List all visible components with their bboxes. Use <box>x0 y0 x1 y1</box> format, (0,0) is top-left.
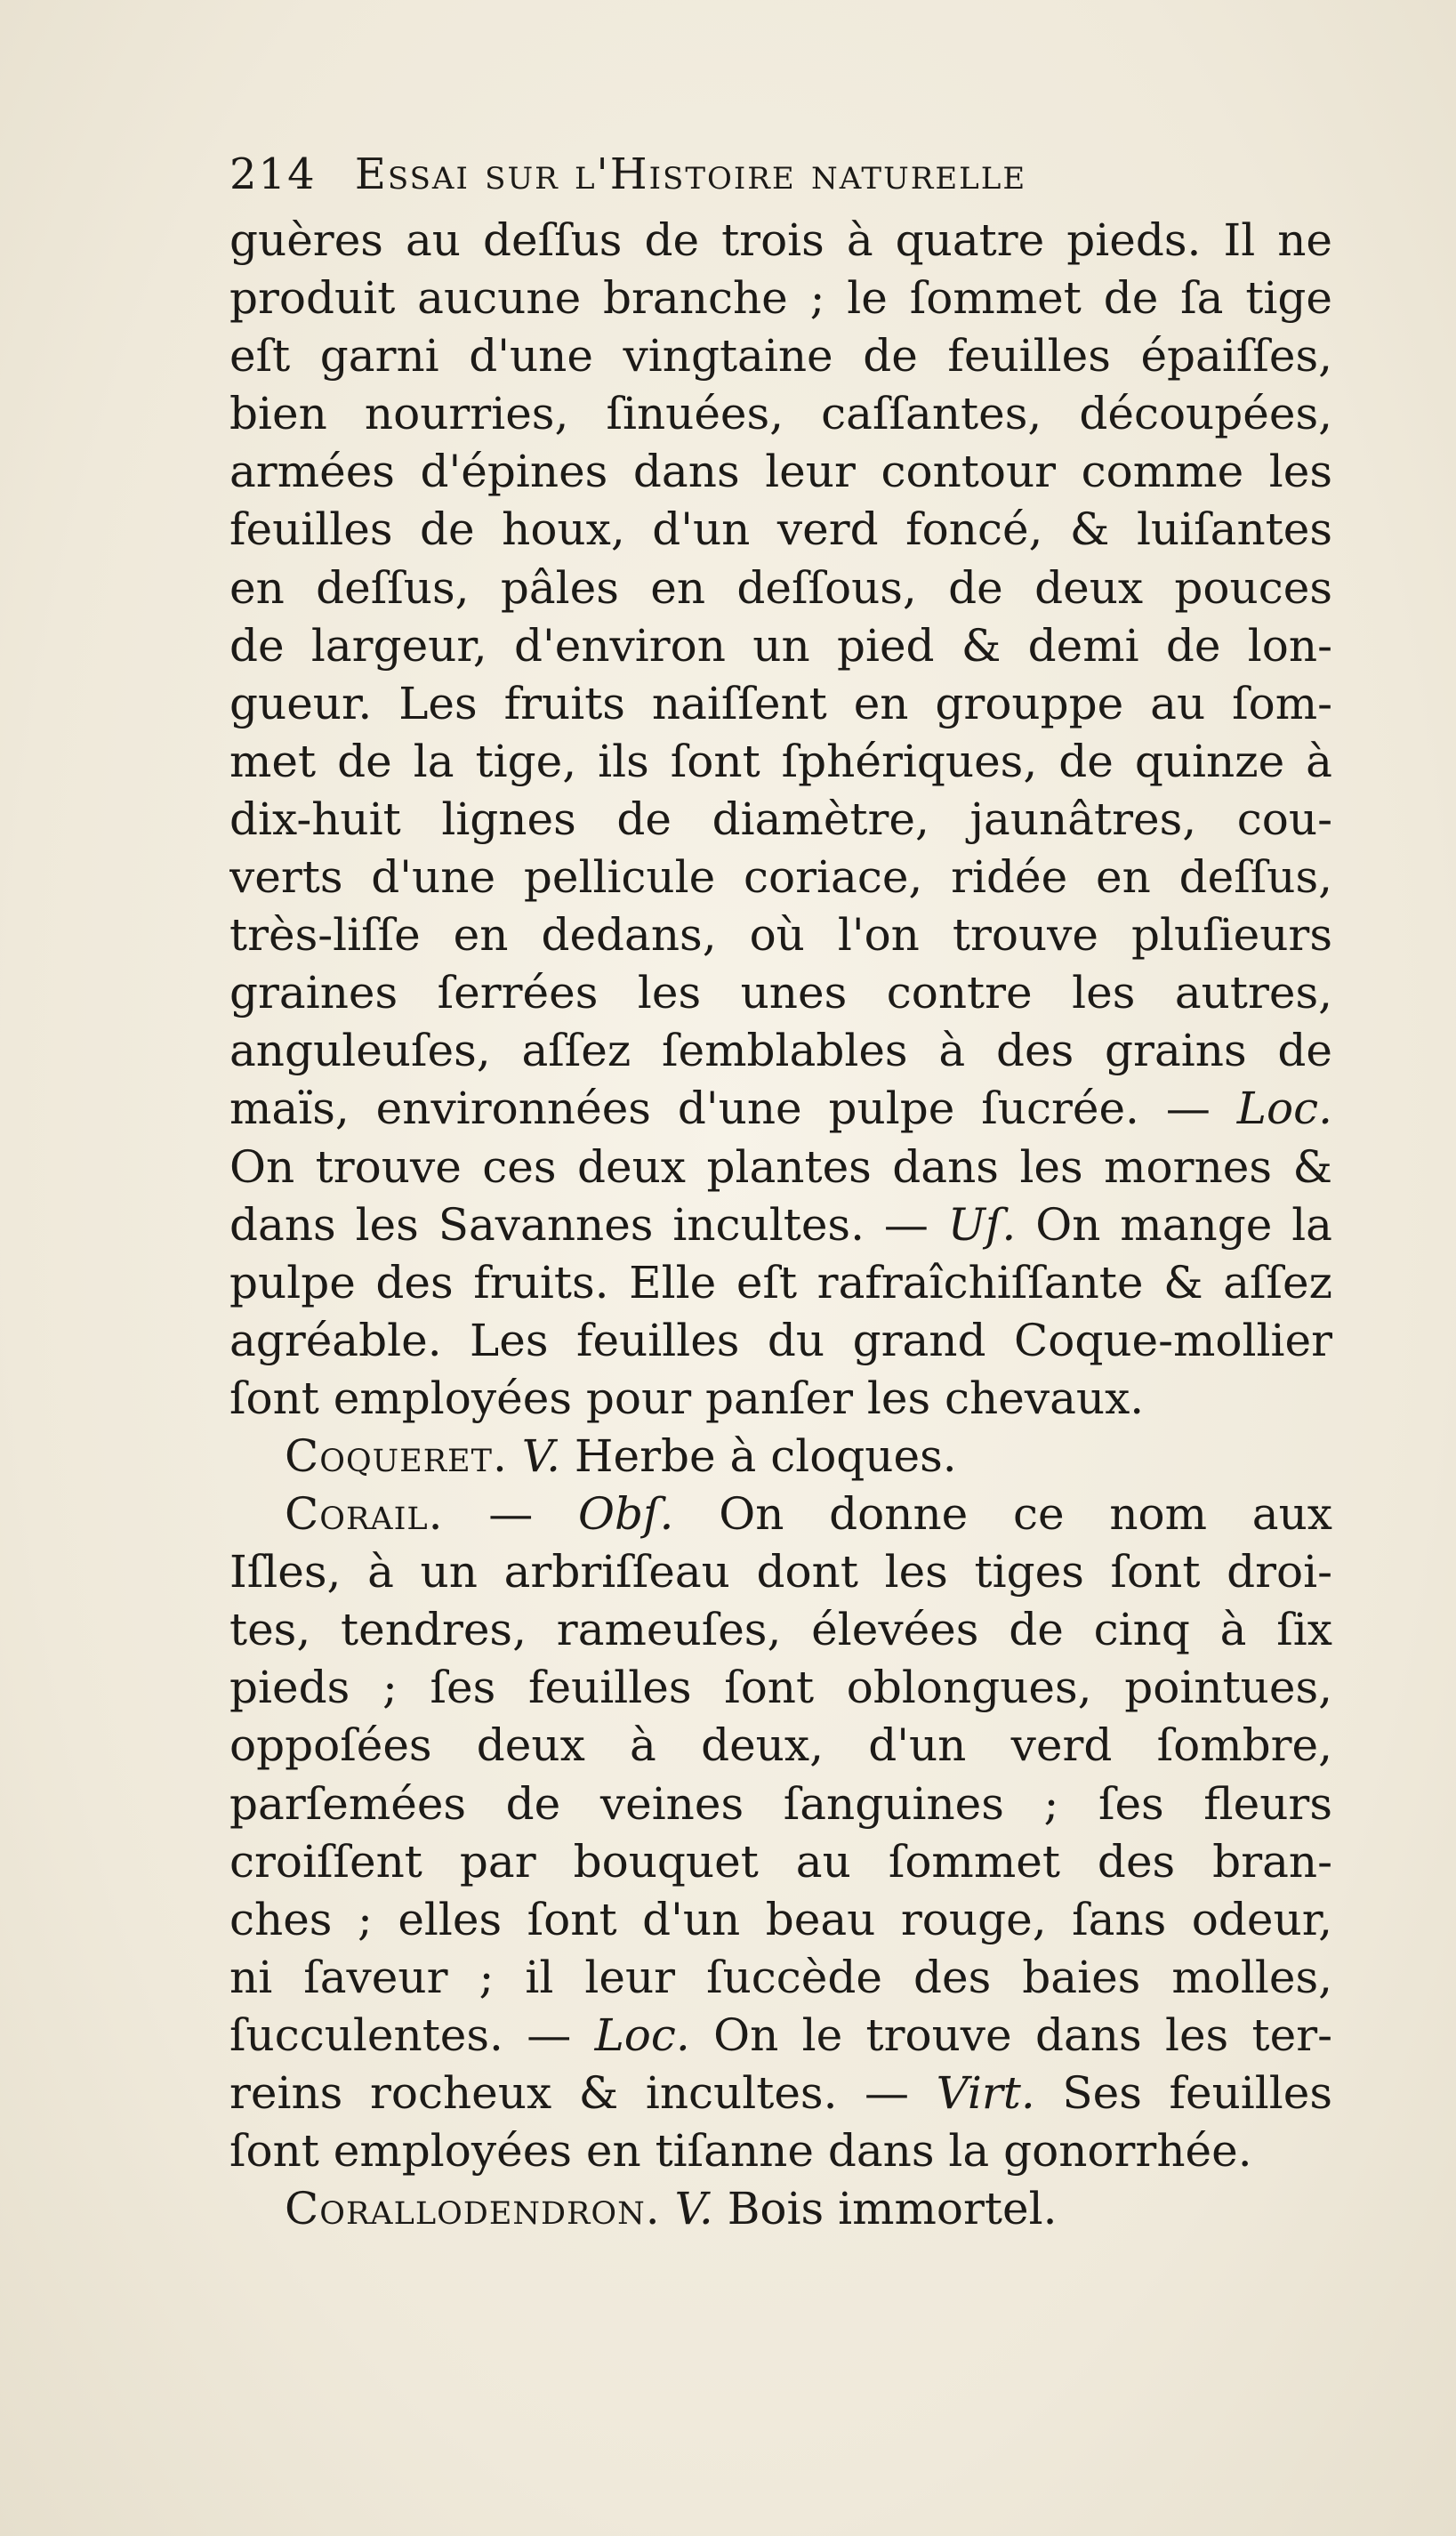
text-span: On donne ce nom aux <box>673 1488 1332 1541</box>
text-line: croiſſent par bouquet au ſommet des bran- <box>229 1835 1332 1888</box>
text-line <box>229 2007 1332 2065</box>
text-line: ni ſaveur ; il leur ſuccède des baies molles, <box>229 1951 1332 2003</box>
text-line: produit aucune branche ; le ſommet de ſa tige <box>229 272 1332 325</box>
text-line: feuilles de houx, d'un verd foncé, & luiſantes <box>229 503 1332 556</box>
text-span: Herbe à cloques. <box>560 1429 957 1482</box>
text-line: oppoſées deux à deux, d'un verd ſombre, <box>229 1719 1332 1772</box>
running-title: Essai sur l'Histoire naturelle <box>354 149 1027 199</box>
page-number: 214 <box>229 149 317 199</box>
text-line: pieds ; ſes feuilles ſont oblongues, pointues, <box>229 1662 1332 1714</box>
text-line: très-liſſe en dedans, où l'on trouve pluſieurs <box>229 909 1332 962</box>
text-line: verts d'une pellicule coriace, ridée en deſſus, <box>229 851 1332 904</box>
text-span: maïs, environnées d'une pulpe ſucrée. — <box>229 1083 1237 1135</box>
text-line: pulpe des fruits. Elle eſt rafraîchiſſante & aſſez <box>229 1256 1332 1308</box>
text-line: armées d'épines dans leur contour comme les <box>229 446 1332 498</box>
text-line: agréable. Les feuilles du grand Coque-mollier <box>229 1314 1332 1366</box>
entry-corail <box>229 1485 1332 1543</box>
text-line: gueur. Les fruits naiſſent en grouppe au ſom- <box>229 677 1332 729</box>
text-line: Iſles, à un arbriſſeau dont les tiges ſont droi- <box>229 1546 1332 1598</box>
text-span: Ses feuilles <box>1034 2067 1332 2119</box>
text-line: en deſſus, pâles en deſſous, de deux pouces <box>229 561 1332 614</box>
text-line: met de la tige, ils ſont ſphériques, de quinze à <box>229 735 1332 787</box>
abbrev-virt: Virt. <box>936 2067 1035 2119</box>
text-span: — <box>443 1488 579 1541</box>
abbrev-us: Uſ. <box>947 1198 1017 1251</box>
text-span: reins rocheux & incultes. — <box>229 2067 937 2119</box>
page-header <box>229 149 1332 212</box>
text-line <box>229 1080 1332 1138</box>
abbrev-voyez: V. <box>521 1429 561 1482</box>
text-line: On trouve ces deux plantes dans les mornes & <box>229 1140 1332 1193</box>
text-line <box>229 1196 1332 1254</box>
entry-headword: Corail. <box>285 1488 444 1541</box>
entry-coqueret <box>229 1428 1332 1485</box>
text-line: ches ; elles ſont d'un beau rouge, ſans odeur, <box>229 1893 1332 1945</box>
abbrev-obs: Obſ. <box>578 1488 674 1541</box>
text-span: On le trouve dans les ter- <box>689 2009 1332 2061</box>
entry-headword: Corallodendron. <box>285 2183 661 2235</box>
text-span: On mange la <box>1016 1198 1332 1251</box>
body-text <box>229 212 1332 2238</box>
text-line: bien nourries, ſinuées, caſſantes, découpées, <box>229 388 1332 440</box>
text-line: guères au deſſus de trois à quatre pieds. Il ne <box>229 214 1332 266</box>
text-line: dix-huit lignes de diamètre, jaunâtres, cou- <box>229 793 1332 845</box>
text-line: ſont employées pour panſer les chevaux. <box>229 1372 1145 1424</box>
text-span: ſucculentes. — <box>229 2009 595 2061</box>
entry-headword: Coqueret. <box>285 1429 508 1482</box>
abbrev-loc: Loc. <box>594 2009 690 2061</box>
text-line: de largeur, d'environ un pied & demi de lon- <box>229 619 1332 672</box>
text-span: Bois immortel. <box>712 2183 1058 2235</box>
abbrev-loc: Loc. <box>1236 1083 1332 1135</box>
text-line <box>229 2065 1332 2122</box>
entry-corallodendron <box>229 2180 1332 2238</box>
text-span: dans les Savannes incultes. — <box>229 1198 948 1251</box>
text-line: eſt garni d'une vingtaine de feuilles épaiſſes, <box>229 330 1332 382</box>
text-line: parſemées de veines ſanguines ; ſes fleurs <box>229 1777 1332 1830</box>
abbrev-voyez: V. <box>674 2183 713 2235</box>
text-line: graines ſerrées les unes contre les autres, <box>229 967 1332 1019</box>
text-line: tes, tendres, rameuſes, élevées de cinq à ſix <box>229 1604 1332 1656</box>
text-line: ſont employées en tiſanne dans la gonorrhée. <box>229 2125 1252 2178</box>
text-line: anguleuſes, aſſez ſemblables à des grains de <box>229 1025 1332 1077</box>
